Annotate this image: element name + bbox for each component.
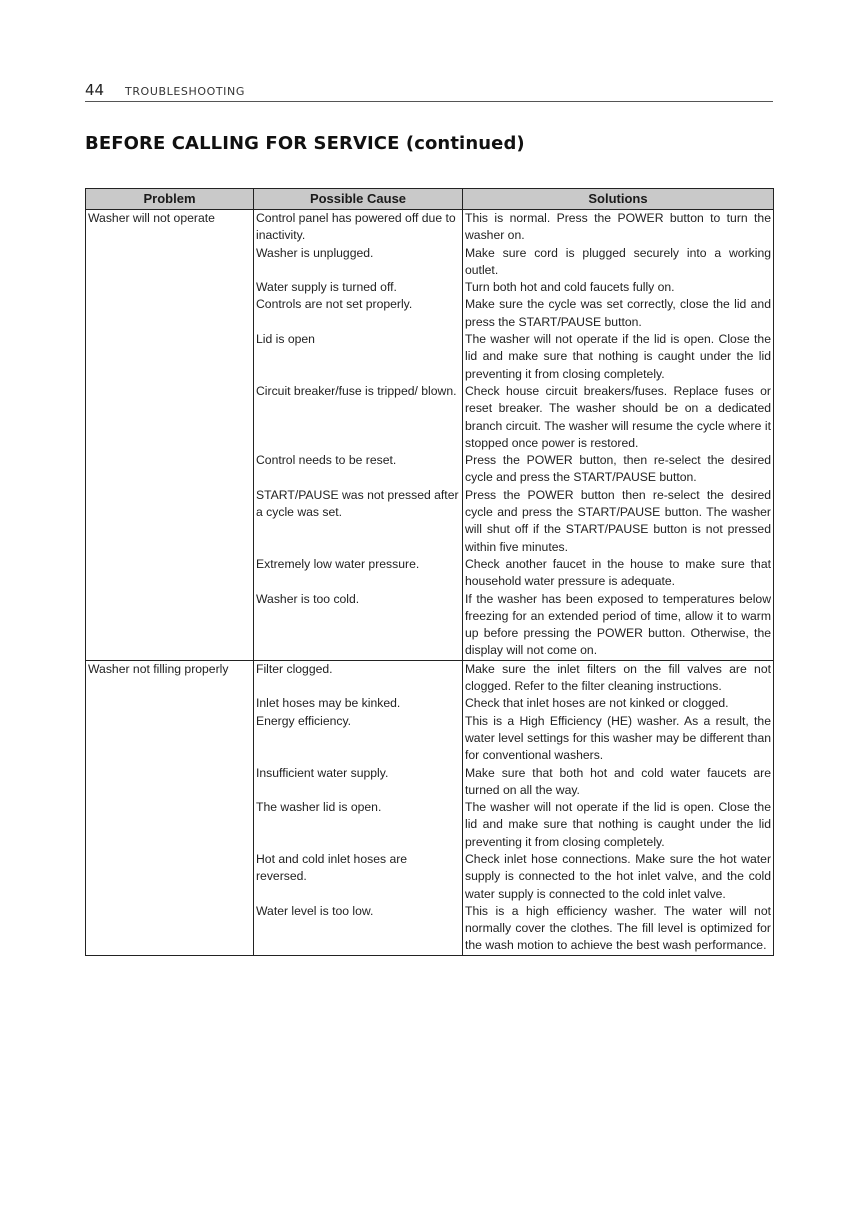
cause-cell: Energy efficiency. xyxy=(254,713,463,765)
cause-cell: Control panel has powered off due to inactivity. xyxy=(254,210,463,245)
solution-cell: Press the POWER button, then re-select the desired cycle and press the START/PAUSE button. xyxy=(463,452,774,487)
cause-cell: Lid is open xyxy=(254,331,463,383)
table-row xyxy=(86,210,774,245)
solution-cell: Check another faucet in the house to make sure that household water pressure is adequate. xyxy=(463,556,774,591)
cause-cell: START/PAUSE was not pressed after a cycle was set. xyxy=(254,487,463,556)
cause-cell: Controls are not set properly. xyxy=(254,296,463,331)
table-row xyxy=(86,660,774,695)
page-title: BEFORE CALLING FOR SERVICE (continued) xyxy=(85,133,525,154)
solution-cell: The washer will not operate if the lid is open. Close the lid and make sure that nothing is caught under the lid preventing it from closing completely. xyxy=(463,331,774,383)
solution-cell: Make sure the cycle was set correctly, close the lid and press the START/PAUSE button. xyxy=(463,296,774,331)
cause-cell: Hot and cold inlet hoses are reversed. xyxy=(254,851,463,903)
solution-cell: Check inlet hose connections. Make sure the hot water supply is connected to the hot inlet valve, and the cold water supply is connected to the cold inlet valve. xyxy=(463,851,774,903)
solution-cell: Check that inlet hoses are not kinked or clogged. xyxy=(463,695,774,712)
column-header-solutions: Solutions xyxy=(463,189,774,210)
cause-cell: Extremely low water pressure. xyxy=(254,556,463,591)
solution-cell: Make sure the inlet filters on the fill valves are not clogged. Refer to the filter cleaning instructions. xyxy=(463,660,774,695)
cause-cell: Control needs to be reset. xyxy=(254,452,463,487)
table-header-row xyxy=(86,189,774,210)
troubleshooting-table xyxy=(85,188,774,956)
column-header-cause: Possible Cause xyxy=(254,189,463,210)
solution-cell: Make sure that both hot and cold water faucets are turned on all the way. xyxy=(463,765,774,800)
cause-cell: Insufficient water supply. xyxy=(254,765,463,800)
cause-cell: Inlet hoses may be kinked. xyxy=(254,695,463,712)
cause-cell: Filter clogged. xyxy=(254,660,463,695)
page-number: 44 xyxy=(85,81,105,99)
column-header-problem: Problem xyxy=(86,189,254,210)
cause-cell: Water supply is turned off. xyxy=(254,279,463,296)
solution-cell: This is a High Efficiency (HE) washer. As a result, the water level settings for this washer may be different than for conventional washers. xyxy=(463,713,774,765)
page-header xyxy=(85,82,773,102)
section-name: TROUBLESHOOTING xyxy=(125,85,245,98)
problem-cell: Washer will not operate xyxy=(86,210,254,661)
cause-cell: Washer is unplugged. xyxy=(254,245,463,280)
solution-cell: Make sure cord is plugged securely into a working outlet. xyxy=(463,245,774,280)
cause-cell: Circuit breaker/fuse is tripped/ blown. xyxy=(254,383,463,452)
solution-cell: Press the POWER button then re-select the desired cycle and press the START/PAUSE button. The washer will shut off if the START/PAUSE button is not pressed within five minutes. xyxy=(463,487,774,556)
solution-cell: If the washer has been exposed to temperatures below freezing for an extended period of time, allow it to warm up before pressing the POWER button. Otherwise, the display will not come on. xyxy=(463,591,774,661)
cause-cell: Washer is too cold. xyxy=(254,591,463,661)
problem-cell: Washer not filling properly xyxy=(86,660,254,955)
cause-cell: The washer lid is open. xyxy=(254,799,463,851)
solution-cell: The washer will not operate if the lid is open. Close the lid and make sure that nothing is caught under the lid preventing it from closing completely. xyxy=(463,799,774,851)
solution-cell: This is normal. Press the POWER button to turn the washer on. xyxy=(463,210,774,245)
solution-cell: Check house circuit breakers/fuses. Replace fuses or reset breaker. The washer should be on a dedicated branch circuit. The washer will resume the cycle where it stopped once power is restored. xyxy=(463,383,774,452)
solution-cell: Turn both hot and cold faucets fully on. xyxy=(463,279,774,296)
cause-cell: Water level is too low. xyxy=(254,903,463,955)
solution-cell: This is a high efficiency washer. The water will not normally cover the clothes. The fill level is optimized for the wash motion to achieve the best wash performance. xyxy=(463,903,774,955)
